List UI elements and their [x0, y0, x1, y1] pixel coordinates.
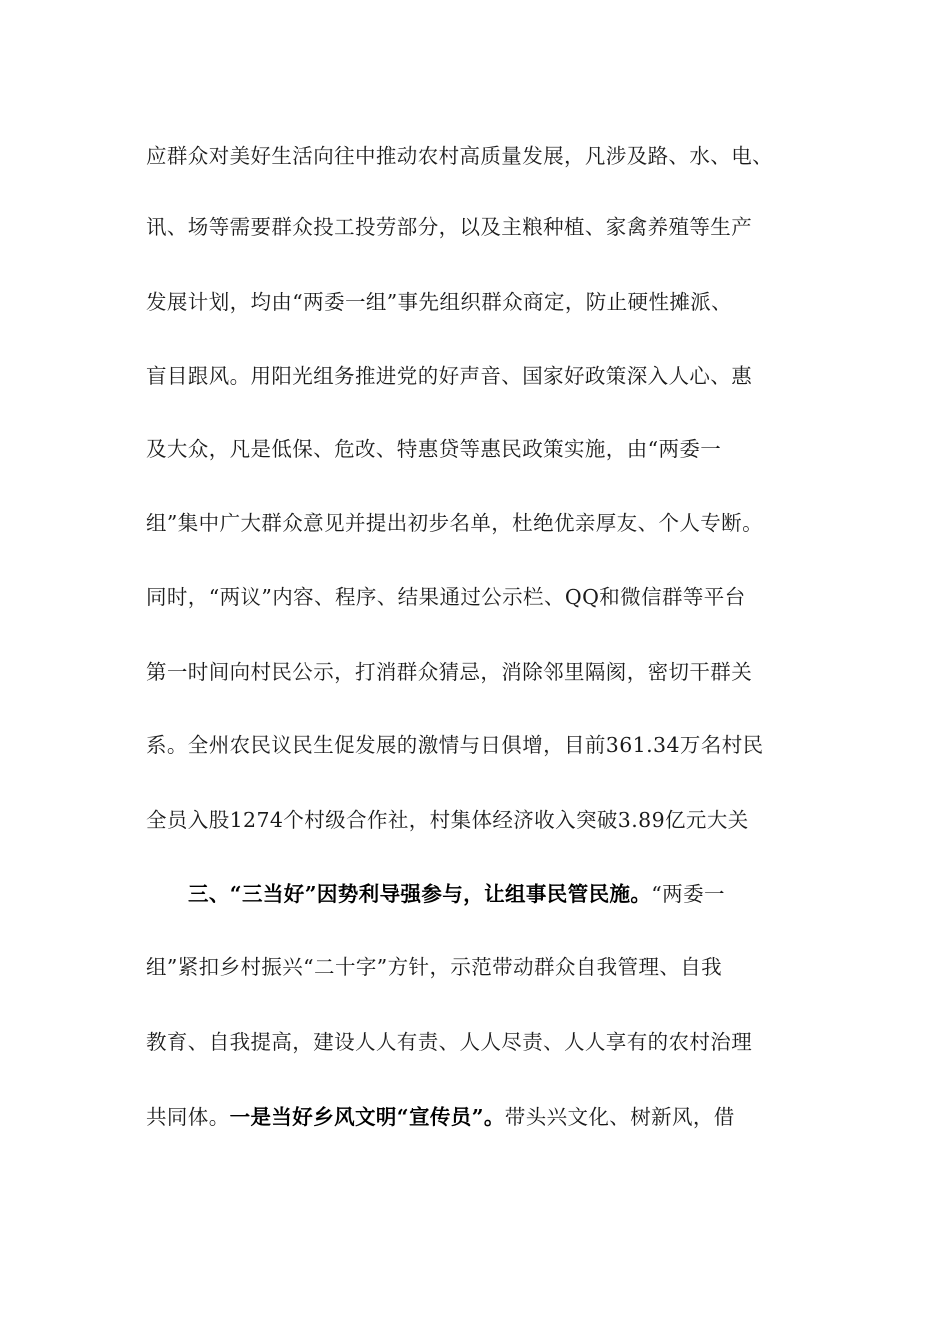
- line-text: 盲目跟风。用阳光组务推进党的好声音、国家好政策深入人心、惠: [146, 364, 753, 388]
- line-text: 应群众对美好生活向往中推动农村高质量发展，凡涉及路、水、电、: [146, 144, 773, 168]
- line-text: 讯、场等需要群众投工投劳部分，以及主粮种植、家禽养殖等生产: [146, 215, 753, 239]
- paragraph-line: [146, 429, 826, 469]
- paragraph-line: [146, 207, 826, 247]
- paragraph-line: [146, 800, 826, 840]
- paragraph-line: [146, 577, 826, 617]
- paragraph-line: [146, 725, 826, 765]
- section-heading-line: [188, 874, 868, 914]
- line-text: 组”集中广大群众意见并提出初步名单，杜绝优亲厚友、个人专断。: [146, 511, 763, 535]
- line-text: 全员入股1274个村级合作社，村集体经济收入突破3.89亿元大关: [146, 808, 749, 832]
- paragraph-line: [146, 652, 826, 692]
- line-text: “两委一: [651, 882, 725, 906]
- paragraph-line: [146, 282, 826, 322]
- section-heading: 三、“三当好”因势利导强参与，让组事民管民施。: [188, 882, 652, 906]
- line-text: 第一时间向村民公示，打消群众猜忌，消除邻里隔阂，密切干群关: [146, 660, 753, 684]
- line-text: 共同体。: [146, 1105, 230, 1129]
- line-text: 系。全州农民议民生促发展的激情与日俱增，目前361.34万名村民: [146, 733, 764, 757]
- line-text: 组”紧扣乡村振兴“二十字”方针，示范带动群众自我管理、自我: [146, 955, 723, 979]
- line-text: 发展计划，均由“两委一组”事先组织群众商定，防止硬性摊派、: [146, 290, 733, 314]
- paragraph-line: [146, 1022, 826, 1062]
- line-text: 及大众，凡是低保、危改、特惠贷等惠民政策实施，由“两委一: [146, 437, 722, 461]
- paragraph-line: [146, 136, 826, 176]
- paragraph-line: [146, 1097, 826, 1137]
- paragraph-line: [146, 503, 826, 543]
- paragraph-line: [146, 947, 826, 987]
- subheading: 一是当好乡风文明“宣传员”。: [229, 1105, 505, 1129]
- line-text: 教育、自我提高，建设人人有责、人人尽责、人人享有的农村治理: [146, 1030, 753, 1054]
- line-text: 带头兴文化、树新风，借: [504, 1105, 735, 1129]
- line-text: 同时，“两议”内容、程序、结果通过公示栏、QQ和微信群等平台: [146, 585, 746, 609]
- paragraph-line: [146, 356, 826, 396]
